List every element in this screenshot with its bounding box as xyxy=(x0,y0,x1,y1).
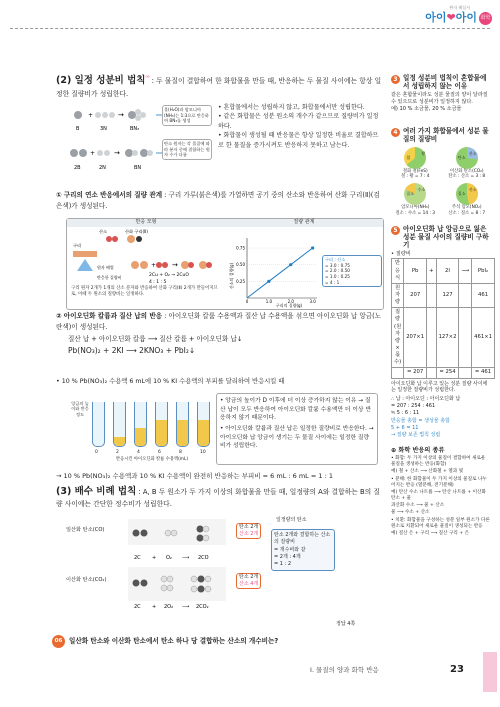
y-tick-label: 0.25 xyxy=(236,278,245,284)
beaker-tick-label: 4 xyxy=(137,450,140,455)
y-tick-label: 0.75 xyxy=(236,245,245,251)
svg-text:+: + xyxy=(88,112,94,119)
side-5-num: 5 xyxy=(391,226,400,235)
table-row xyxy=(392,308,495,368)
co2-eq-o2: 2O₂ xyxy=(164,604,174,610)
beaker xyxy=(176,402,189,447)
fig-label-ratio: 반응한 질량비 xyxy=(97,275,122,280)
table-cell: 207×1 xyxy=(404,308,427,368)
brand-name xyxy=(425,11,477,26)
question-06 xyxy=(52,635,382,648)
side-3-num: 3 xyxy=(391,75,400,84)
beaker xyxy=(92,402,105,447)
table-cell xyxy=(459,368,472,378)
list-item: 예) 탄산 수소 나트륨 ⟶ 탄산 나트륨 + 이산화 탄소 + 물 xyxy=(391,489,486,502)
beaker-tick-label: 6 xyxy=(158,450,161,455)
burner-icon xyxy=(77,259,93,271)
co-eq-c: 2C xyxy=(134,555,141,561)
co2-eq-plus: + xyxy=(152,604,157,610)
page-number: 23 xyxy=(450,664,464,675)
legend-line-4: = 4 : 1 xyxy=(325,279,340,285)
subject-tag: 화학 xyxy=(479,12,492,25)
side-3-example: 예) 10 % 소금물, 20 % 소금물 xyxy=(391,106,462,113)
chart-ylabel: 산소의 질량(g) xyxy=(229,262,234,290)
list-item: 과산화 수소 ⟶ 물 + 산소 xyxy=(391,503,445,509)
ratio-pie-1 xyxy=(391,147,440,181)
callout-head: 일정량의 탄소 xyxy=(276,517,307,523)
side-6-title-text: 화학 반응의 종류 xyxy=(398,446,445,454)
ratio-callout: 탄소 2개와 결합하는 산소의 질량비 = 개수비와 같 = 2개 : 4개 = 1 : 2 xyxy=(271,529,335,571)
chart-xlabel: 구리의 질량(g) xyxy=(275,303,303,308)
table-cell xyxy=(459,308,472,368)
pie-label-b: 수소 xyxy=(417,187,426,193)
co2-oxygen-count: 산소 4개 xyxy=(239,581,259,587)
pie-caption: 주석 암모(NO₂) 산소 : 질소 = 8 : 7 xyxy=(448,205,486,216)
fig-equation: 2Cu + O₂ → 2CuO xyxy=(149,273,189,278)
co2-count-box xyxy=(236,573,261,589)
label-bn3: BN₃ xyxy=(130,126,140,132)
label-2b: 2B xyxy=(74,165,81,171)
table-row xyxy=(392,283,495,307)
table-cell xyxy=(459,283,472,307)
label-bn: BN xyxy=(134,165,142,171)
co-count-box xyxy=(236,523,261,539)
experiment-intro: • 10 % Pb(NO₃)₂ 수용액 6 mL에 10 % KI 수용액의 부피를 달리하여 반응시킬 때 xyxy=(56,378,285,385)
co2-eq-arrow: ⟶ xyxy=(182,604,190,610)
list-item: • 치환: 화합물을 구성하는 성분 일부 원소가 다른 원소로 치환되어 새로운 물질이 생성되는 반응 xyxy=(391,517,490,529)
list-item: • 화합: 두 가지 이상의 물질이 결합하여 새로운 물질을 생성하는 반응(화합) xyxy=(391,455,486,468)
side-5-p1: 아이오딘화 납 이루고 있는 성분 질량 사이에는 일정한 질량비가 성립한다. xyxy=(391,380,488,394)
sub1-num: ① xyxy=(56,191,62,199)
table-cell xyxy=(427,308,436,368)
ratio-pie-2 xyxy=(443,147,492,181)
exp-xlabel: 반응시킨 아이오딘화 칼륨 수용액(mL) xyxy=(115,457,189,462)
table-cell: 2I xyxy=(436,259,459,283)
table-row xyxy=(392,259,495,283)
footer-chapter: Ⅰ. 물질의 양과 화학 반응 xyxy=(310,666,379,674)
list-item: 예) 질산 은 + 구리 ⟶ 질산 구리 + 은 xyxy=(391,531,470,536)
precipitate-fill xyxy=(156,420,167,446)
table-row xyxy=(392,368,495,378)
section-3 xyxy=(56,484,383,510)
subsection-lead-iodide xyxy=(56,311,383,357)
section-2-flag: ⁰⁹ xyxy=(145,75,150,82)
fig-label-cuo: 산화 구리(Ⅱ) xyxy=(125,229,148,234)
fig-label-copper: 구리 xyxy=(73,243,82,248)
co2-eq-c: 2C xyxy=(134,604,141,610)
pie-label-b: 황 xyxy=(421,150,426,156)
beaker xyxy=(134,402,147,447)
fig-note: 구리 원자 2개가 1개의 산소 분자와 반응하여 산화 구리(Ⅱ) 2개가 만들어지므로, 이때 두 원소의 질량비는 일정하다. xyxy=(71,286,218,297)
brand-heart: ❤ xyxy=(446,11,456,24)
experiment-figure xyxy=(66,393,382,468)
side-note-3 xyxy=(391,74,491,113)
co-eq-co: 2CO xyxy=(198,555,209,561)
reaction-model-diagram xyxy=(69,229,223,285)
label-b: B xyxy=(76,126,80,132)
precipitate-fill xyxy=(177,420,188,446)
pie-caption: 철화 철(FeS) 철 : 황 = 7 : 4 xyxy=(401,168,430,180)
pie-label-a: 탄소 xyxy=(457,154,466,160)
pie-label-a: 철 xyxy=(406,154,411,160)
table-cell xyxy=(427,368,436,378)
experiment-notes xyxy=(216,393,378,465)
sub1-desc: : 구리 가루(붉은색)를 가열하면 공기 중의 산소와 반응하여 산화 구리(Ⅱ)(검은색)가 생성된다. xyxy=(56,191,380,210)
precipitate-fill xyxy=(114,437,125,446)
sub1-title: 구리의 연소 반응에서의 질량 관계 xyxy=(63,191,163,199)
side-5-title: 아이오딘화 납 앙금으로 잃은 성분 물질 사이의 질량비 구하기 xyxy=(403,224,489,250)
side-5-p3: 반응물 총합 = 생성물 총합 5 + 6 = 11 → 질량 보존 법칙 성립 xyxy=(391,418,450,438)
table-cell: = 207 xyxy=(404,368,427,378)
beaker-tick-label: 2 xyxy=(116,450,119,455)
law-bullet-3: • 화합물이 생성될 때 반응물은 항상 일정한 비율로 결합하므로 한 물질을 증가시켜도 반응하지 못하고 남는다. xyxy=(218,132,379,149)
precipitate-fill xyxy=(198,420,209,446)
fig-label-atoms: 원자 배열 xyxy=(97,265,114,270)
series-line xyxy=(247,248,313,298)
data-point xyxy=(289,263,292,266)
pie-label-a: 질소 xyxy=(457,191,466,197)
y-tick-label: 0.50 xyxy=(236,262,245,268)
side-6-title: ⊕ 화학 반응의 종류 xyxy=(391,446,445,454)
table-cell: 원자량 xyxy=(392,283,404,307)
table-cell: 127×2 xyxy=(436,308,459,368)
top-divider xyxy=(10,28,490,29)
beaker-tick-label: 10 xyxy=(200,450,206,455)
side-5-sub: • 질량비 xyxy=(391,251,411,258)
fig-ratio: 4 : 1 : 5 xyxy=(149,280,167,285)
svg-text:→: → xyxy=(118,111,124,119)
multiple-proportion-figure xyxy=(66,515,382,633)
subsection-copper xyxy=(56,190,383,211)
beaker xyxy=(113,402,126,447)
label-3n: 3N xyxy=(100,126,107,132)
side-3-title: 일정 성분비 법칙이 혼합물에서 성립하지 않는 이유 xyxy=(403,74,487,91)
data-point xyxy=(311,246,314,249)
question-number: 06 xyxy=(52,635,65,648)
table-cell: 반응식 xyxy=(392,259,404,283)
x-tick-label: 3.0 xyxy=(309,299,316,304)
list-item: 예) 철 + 산소 ⟶ 산화철 + 열과 빛 xyxy=(391,469,464,475)
row2-atoms xyxy=(70,149,153,157)
table-cell: 127 xyxy=(436,283,459,307)
co-eq-o2: O₂ xyxy=(166,555,172,561)
beaker-tick-label: 8 xyxy=(179,450,182,455)
table-cell: 461×1 xyxy=(472,308,495,368)
table-cell: PbI₂ xyxy=(472,259,495,283)
beaker-ticks xyxy=(92,450,212,457)
side-5-p2: ∴ 납 : 아이오딘 : 아이오딘화 납 = 207 : 254 : 461 ≒ 5 : 6 : 11 xyxy=(391,396,461,416)
co-eq-plus: + xyxy=(152,555,157,561)
table-cell xyxy=(427,283,436,307)
pie-caption: 암모니아(NH₃) 질소 : 수소 = 14 : 3 xyxy=(395,205,435,216)
legend-title: 구리 : 산소 xyxy=(325,257,346,262)
sidebar xyxy=(391,74,491,537)
svg-text:+: + xyxy=(151,262,157,269)
fig-label-oxygen: 산소 xyxy=(99,229,108,234)
co-molecules-diagram xyxy=(124,515,234,610)
table-cell: Pb xyxy=(404,259,427,283)
co-carbon-count: 탄소 2개 xyxy=(239,524,259,530)
page-edge-tab xyxy=(483,652,497,692)
data-point xyxy=(267,280,270,283)
row1-atoms xyxy=(74,109,146,121)
experiment-result: → 10 % Pb(NO₃)₂ 수용액과 10 % KI 수용액이 완전히 반응하는 부피비 = 6 mL : 6 mL = 1 : 1 xyxy=(56,472,333,480)
side-note-5 xyxy=(391,225,491,439)
section-2 xyxy=(56,74,383,99)
question-text: 일산화 탄소와 이산화 탄소에서 탄소 하나 당 결합하는 산소의 개수비는? xyxy=(69,637,279,646)
brand-name-b: 아이 xyxy=(455,11,477,24)
table-cell: = 461 xyxy=(472,368,495,378)
svg-text:→: → xyxy=(172,261,178,269)
pie-caption: 이산화 탄소(CO₂) 탄소 : 산소 = 3 : 8 xyxy=(448,168,486,180)
precipitate-fill xyxy=(135,428,146,446)
beaker-tick-label: 0 xyxy=(95,450,98,455)
x-tick-label: 1.0 xyxy=(265,299,273,304)
fig-head-left: 반응 모형 xyxy=(67,219,225,227)
side-3-body: 같은 혼합물이라도 성분 물질의 양이 달라질 수 있으므로 성분비가 일정하지 않다. xyxy=(391,92,488,106)
reaction-types-list xyxy=(391,456,491,537)
copper-figure xyxy=(66,218,384,310)
table-cell: 질량(원자량×몫수) xyxy=(392,308,404,368)
co2-carbon-count: 탄소 2개 xyxy=(239,574,259,580)
co2-eq-co2: 2CO₂ xyxy=(196,604,209,610)
ratio-model-box xyxy=(66,103,382,183)
sub2-eq-words: 질산 납 + 아이오딘화 칼륨 ⟶ 질산 칼륨 + 아이오딘화 납↓ xyxy=(68,334,243,343)
copper-powder xyxy=(73,251,97,257)
exp-note-1: • 앙금의 높이가 D 이후에 더 이상 증가하지 않는 이유 → 질산 납이 모두 반응하여 아이오딘화 칼륨 수용액만 더 이상 반응하지 않기 때문이다. xyxy=(220,398,371,422)
answer-ref: 정답 4쪽 xyxy=(336,621,356,627)
sub2-num: ② xyxy=(56,312,62,320)
legend-line-3: = 1.0 : 0.25 xyxy=(325,274,350,280)
side-note-4 xyxy=(391,127,491,217)
fig-head-right: 질량 관계 xyxy=(225,219,383,227)
x-tick-label: 2.0 xyxy=(287,299,294,304)
co-eq-arrow: ⟶ xyxy=(182,555,190,561)
co-row-label: 일산화 탄소(CO) xyxy=(66,527,105,533)
exp-note-2: • 아이오딘화 칼륨과 질산 납은 일정한 질량비로 반응한다. → 아이오딘화 납 앙금이 생기는 두 물질 사이에는 일정한 질량비가 성립한다. xyxy=(220,426,374,450)
model-caption-2: 탄소 원자는 각 물질에 따라 분자 중에 결합하는 원자 수가 다름 xyxy=(162,139,212,160)
side-note-6 xyxy=(391,447,491,538)
side-4-num: 4 xyxy=(391,128,400,137)
sub2-eq-formula: Pb(NO₃)₂ + 2KI ⟶ 2KNO₃ + PbI₂↓ xyxy=(68,345,196,355)
pie-label-a: 질소 xyxy=(406,191,414,197)
co-oxygen-count: 산소 2개 xyxy=(239,531,259,537)
legend-line-1: = 3.0 : 0.75 xyxy=(325,262,350,268)
law-bullets xyxy=(218,103,382,150)
brand-subtitle: 완자 해설서 xyxy=(449,5,470,10)
section-3-title: (3) 배수 비례 법칙 xyxy=(56,486,137,497)
table-cell: = 254 xyxy=(436,368,459,378)
pie-chart xyxy=(456,147,478,169)
table-cell: + xyxy=(427,259,436,283)
ratio-pie-3 xyxy=(391,183,440,217)
pie-chart xyxy=(404,147,426,169)
svg-text:+: + xyxy=(90,150,96,157)
svg-text:→: → xyxy=(114,149,120,157)
brand-name-a: 아이 xyxy=(425,11,447,24)
pie-label-b: 산소 xyxy=(469,150,477,156)
sub2-title: 아이오딘화 칼륨과 질산 납의 반응 xyxy=(63,312,163,320)
list-item: • 분해: 한 화합물이 두 가지 이상의 물질로 나누어지는 반응 (열분해, 전기분해) xyxy=(391,476,487,488)
model-caption-1: 물(H₂O)과 암모니아(NH₃)는 1:3으로 반응하여 BN₃를 생성 xyxy=(162,105,212,126)
table-cell: 207 xyxy=(404,283,427,307)
ratio-pies xyxy=(391,147,491,217)
table-cell: ⟶ xyxy=(459,259,472,283)
beaker xyxy=(155,402,168,447)
exp-ylabel: 앙금의 높이와 반응 정도 xyxy=(71,401,89,417)
beaker-row xyxy=(92,401,212,447)
table-cell: 461 xyxy=(472,283,495,307)
beaker xyxy=(197,402,210,447)
list-item: 물 ⟶ 수소 + 산소 xyxy=(391,510,430,516)
x-tick-label: 0 xyxy=(245,299,249,304)
law-bullet-2: • 같은 화합물은 성분 원소의 개수가 같으므로 질량비가 일정하다. xyxy=(218,113,379,130)
section-2-title: (2) 일정 성분비 법칙 xyxy=(56,75,146,86)
legend-line-2: = 2.0 : 0.50 xyxy=(325,268,350,274)
chart-legend xyxy=(322,255,382,287)
ratio-pie-4 xyxy=(443,183,492,217)
section-3-desc: : A, B 두 원소가 두 가지 이상의 화합물을 만들 때, 일정량의 A와 결합하는 B의 질량 사이에는 간단한 정수비가 성립한다. xyxy=(56,488,380,509)
pie-chart xyxy=(404,183,426,205)
pie-label-b: 산소 xyxy=(469,187,477,193)
co2-row-label: 이산화 탄소(CO₂) xyxy=(66,577,107,583)
sub2-desc: : 아이오딘화 칼륨 수용액과 질산 납 수용액을 섞으면 아이오딘화 납 앙금(노란색)이 생성된다. xyxy=(56,312,382,331)
side-4-title: 여러 가지 화합물에서 성분 물질의 질량비 xyxy=(403,127,489,144)
law-bullet-1: • 혼합물에서는 성립하지 않고, 화합물에서만 성립한다. xyxy=(218,104,365,111)
mass-ratio-table xyxy=(391,258,495,378)
section-2-desc: : 두 물질이 결합하여 한 화합물을 만들 때, 반응하는 두 물질 사이에는 항상 일정한 질량비가 성립한다. xyxy=(56,77,382,98)
table-cell xyxy=(392,368,404,378)
pie-chart xyxy=(456,183,478,205)
brand-logo xyxy=(425,6,492,26)
label-2n: 2N xyxy=(99,165,106,171)
